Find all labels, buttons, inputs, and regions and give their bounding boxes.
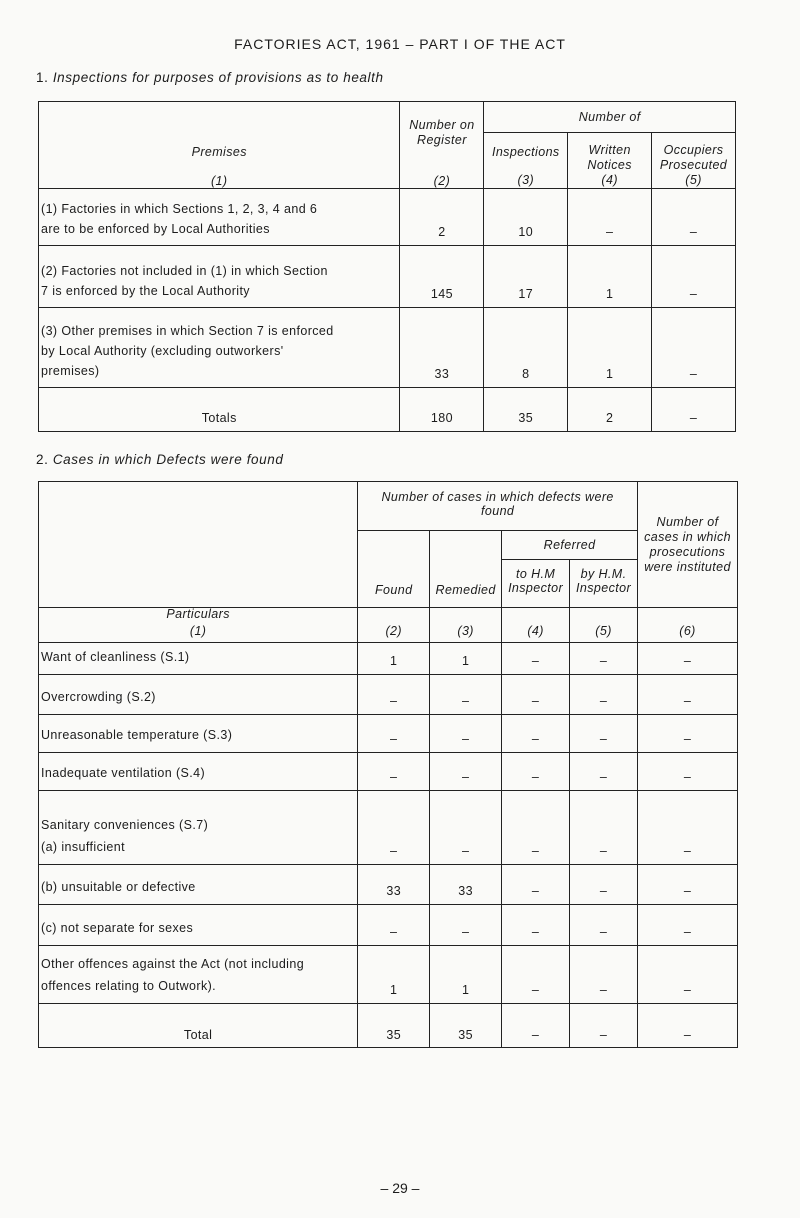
remedied-total: 35 xyxy=(430,1004,502,1048)
inspections-value: 10 xyxy=(484,189,568,246)
number-of-header: Number of xyxy=(484,102,736,133)
remedied-value: – xyxy=(430,675,502,715)
table-row xyxy=(39,643,738,675)
notices-total: 2 xyxy=(568,388,652,432)
totals-row xyxy=(39,1004,738,1048)
totals-row xyxy=(39,388,736,432)
found-value: – xyxy=(358,905,430,946)
register-header-line2: Register xyxy=(417,133,467,147)
premises-line: (3) Other premises in which Section 7 is enforced xyxy=(41,324,334,338)
remedied-value: 33 xyxy=(430,865,502,905)
occupiers-header-line2: Prosecuted xyxy=(659,158,728,172)
remedied-value: – xyxy=(430,791,502,865)
total-label: Total xyxy=(39,1004,358,1048)
prosecutions-total: – xyxy=(638,1004,738,1048)
premises-line: (1) Factories in which Sections 1, 2, 3, 4 and 6 xyxy=(41,202,318,216)
remedied-value: – xyxy=(430,715,502,753)
inspections-value: 17 xyxy=(484,246,568,308)
premises-line: (2) Factories not included in (1) in which Section xyxy=(41,264,328,278)
col-number-2: (2) xyxy=(358,608,430,643)
found-value: – xyxy=(358,753,430,791)
inspections-total: 35 xyxy=(484,388,568,432)
to-hm-value: – xyxy=(502,865,570,905)
prosecutions-line4: were instituted xyxy=(644,559,731,574)
to-hm-inspector-header xyxy=(502,560,570,608)
prosecutions-value: – xyxy=(638,753,738,791)
inspections-col-number: (3) xyxy=(517,173,535,187)
remedied-value: – xyxy=(430,753,502,791)
table-row xyxy=(39,308,736,388)
occupiers-header-line1: Occupiers xyxy=(663,143,724,157)
to-hm-value: – xyxy=(502,905,570,946)
section2-heading xyxy=(36,452,283,467)
premises-header xyxy=(39,102,400,189)
section1-number: 1. xyxy=(36,70,49,85)
table-row xyxy=(39,189,736,246)
particulars-cell: Unreasonable temperature (S.3) xyxy=(39,715,358,753)
particulars-cell: (b) unsuitable or defective xyxy=(39,865,358,905)
occupiers-value: – xyxy=(652,189,736,246)
notices-header-line1: Written xyxy=(588,143,631,157)
table-row xyxy=(39,791,738,865)
to-hm-value: – xyxy=(502,946,570,1004)
premises-cell xyxy=(39,308,400,388)
notices-value: 1 xyxy=(568,246,652,308)
found-header: Found xyxy=(358,531,430,608)
col-number-1: (1) xyxy=(39,608,358,643)
by-hm-line1: by H.M. xyxy=(580,567,627,581)
table-row xyxy=(39,715,738,753)
notices-header-line2: Notices xyxy=(587,158,632,172)
particulars-line: offences relating to Outwork). xyxy=(41,979,217,993)
prosecutions-value: – xyxy=(638,675,738,715)
premises-line: are to be enforced by Local Authorities xyxy=(41,222,270,236)
by-hm-value: – xyxy=(570,946,638,1004)
table-row xyxy=(39,905,738,946)
found-value: – xyxy=(358,715,430,753)
remedied-value: 1 xyxy=(430,946,502,1004)
remedied-value: – xyxy=(430,905,502,946)
found-value: – xyxy=(358,675,430,715)
found-value: 1 xyxy=(358,643,430,675)
particulars-line: Other offences against the Act (not including xyxy=(41,957,305,971)
premises-cell xyxy=(39,246,400,308)
col-number-5: (5) xyxy=(570,608,638,643)
particulars-line: Sanitary conveniences (S.7) xyxy=(41,818,209,832)
section1-title: Inspections for purposes of provisions as to health xyxy=(52,70,384,85)
premises-col-number: (1) xyxy=(210,174,228,188)
particulars-cell: Overcrowding (S.2) xyxy=(39,675,358,715)
remedied-header: Remedied xyxy=(430,531,502,608)
particulars-cell: (c) not separate for sexes xyxy=(39,905,358,946)
particulars-cell: Want of cleanliness (S.1) xyxy=(39,643,358,675)
inspections-header-label: Inspections xyxy=(491,145,560,159)
prosecutions-value: – xyxy=(638,865,738,905)
prosecutions-header xyxy=(638,482,738,608)
occupiers-header xyxy=(652,133,736,189)
defects-found-line1: Number of cases in which defects were xyxy=(381,490,614,504)
table-row xyxy=(39,753,738,791)
defects-table xyxy=(38,481,738,1048)
occupiers-total: – xyxy=(652,388,736,432)
register-header-line1: Number on xyxy=(409,118,475,132)
register-value: 33 xyxy=(400,308,484,388)
to-hm-value: – xyxy=(502,791,570,865)
defects-found-header xyxy=(358,482,638,531)
inspections-value: 8 xyxy=(484,308,568,388)
section2-number: 2. xyxy=(36,452,49,467)
occupiers-col-number: (5) xyxy=(685,173,702,187)
remedied-value: 1 xyxy=(430,643,502,675)
table-row xyxy=(39,675,738,715)
to-hm-value: – xyxy=(502,753,570,791)
particulars-line: (a) insufficient xyxy=(41,840,125,854)
page-title: FACTORIES ACT, 1961 – PART I OF THE ACT xyxy=(234,36,566,52)
col-number-4: (4) xyxy=(502,608,570,643)
register-header xyxy=(400,102,484,189)
notices-value: – xyxy=(568,189,652,246)
found-value: 33 xyxy=(358,865,430,905)
by-hm-value: – xyxy=(570,791,638,865)
premises-header-label: Premises xyxy=(191,145,247,159)
page-number: – 29 – xyxy=(380,1180,420,1196)
register-total: 180 xyxy=(400,388,484,432)
premises-line: by Local Authority (excluding outworkers' xyxy=(41,344,284,358)
occupiers-value: – xyxy=(652,246,736,308)
premises-cell xyxy=(39,189,400,246)
notices-header xyxy=(568,133,652,189)
by-hm-value: – xyxy=(570,715,638,753)
by-hm-total: – xyxy=(570,1004,638,1048)
by-hm-value: – xyxy=(570,865,638,905)
by-hm-value: – xyxy=(570,905,638,946)
prosecutions-value: – xyxy=(638,946,738,1004)
particulars-cell xyxy=(39,946,358,1004)
inspections-table xyxy=(38,101,736,432)
premises-line: premises) xyxy=(41,364,100,378)
prosecutions-value: – xyxy=(638,715,738,753)
to-hm-value: – xyxy=(502,643,570,675)
to-hm-value: – xyxy=(502,715,570,753)
to-hm-line2: Inspector xyxy=(508,581,564,595)
prosecutions-line1: Number of xyxy=(656,514,719,529)
by-hm-value: – xyxy=(570,753,638,791)
table-row xyxy=(39,865,738,905)
particulars-header-label: Particulars xyxy=(166,607,230,621)
section1-heading xyxy=(36,70,384,85)
to-hm-line1: to H.M xyxy=(515,567,556,581)
by-hm-value: – xyxy=(570,643,638,675)
particulars-header xyxy=(39,482,358,621)
section2-title: Cases in which Defects were found xyxy=(52,452,284,467)
particulars-cell: Inadequate ventilation (S.4) xyxy=(39,753,358,791)
notices-value: 1 xyxy=(568,308,652,388)
occupiers-value: – xyxy=(652,308,736,388)
table-row xyxy=(39,946,738,1004)
particulars-cell xyxy=(39,791,358,865)
by-hm-line2: Inspector xyxy=(576,581,632,595)
by-hm-value: – xyxy=(570,675,638,715)
premises-line: 7 is enforced by the Local Authority xyxy=(41,284,250,298)
found-total: 35 xyxy=(358,1004,430,1048)
table-row xyxy=(39,246,736,308)
prosecutions-value: – xyxy=(638,791,738,865)
found-value: – xyxy=(358,791,430,865)
by-hm-inspector-header xyxy=(570,560,638,608)
prosecutions-value: – xyxy=(638,905,738,946)
prosecutions-line3: prosecutions xyxy=(649,544,726,559)
register-value: 2 xyxy=(400,189,484,246)
register-value: 145 xyxy=(400,246,484,308)
inspections-header xyxy=(484,133,568,189)
prosecutions-line2: cases in which xyxy=(644,529,731,544)
referred-header: Referred xyxy=(502,531,638,560)
prosecutions-value: – xyxy=(638,643,738,675)
defects-found-line2: found xyxy=(481,504,515,518)
col-number-6: (6) xyxy=(638,608,738,643)
register-col-number: (2) xyxy=(433,174,451,188)
notices-col-number: (4) xyxy=(601,173,618,187)
to-hm-value: – xyxy=(502,675,570,715)
to-hm-total: – xyxy=(502,1004,570,1048)
totals-label: Totals xyxy=(39,388,400,432)
col-number-3: (3) xyxy=(430,608,502,643)
found-value: 1 xyxy=(358,946,430,1004)
